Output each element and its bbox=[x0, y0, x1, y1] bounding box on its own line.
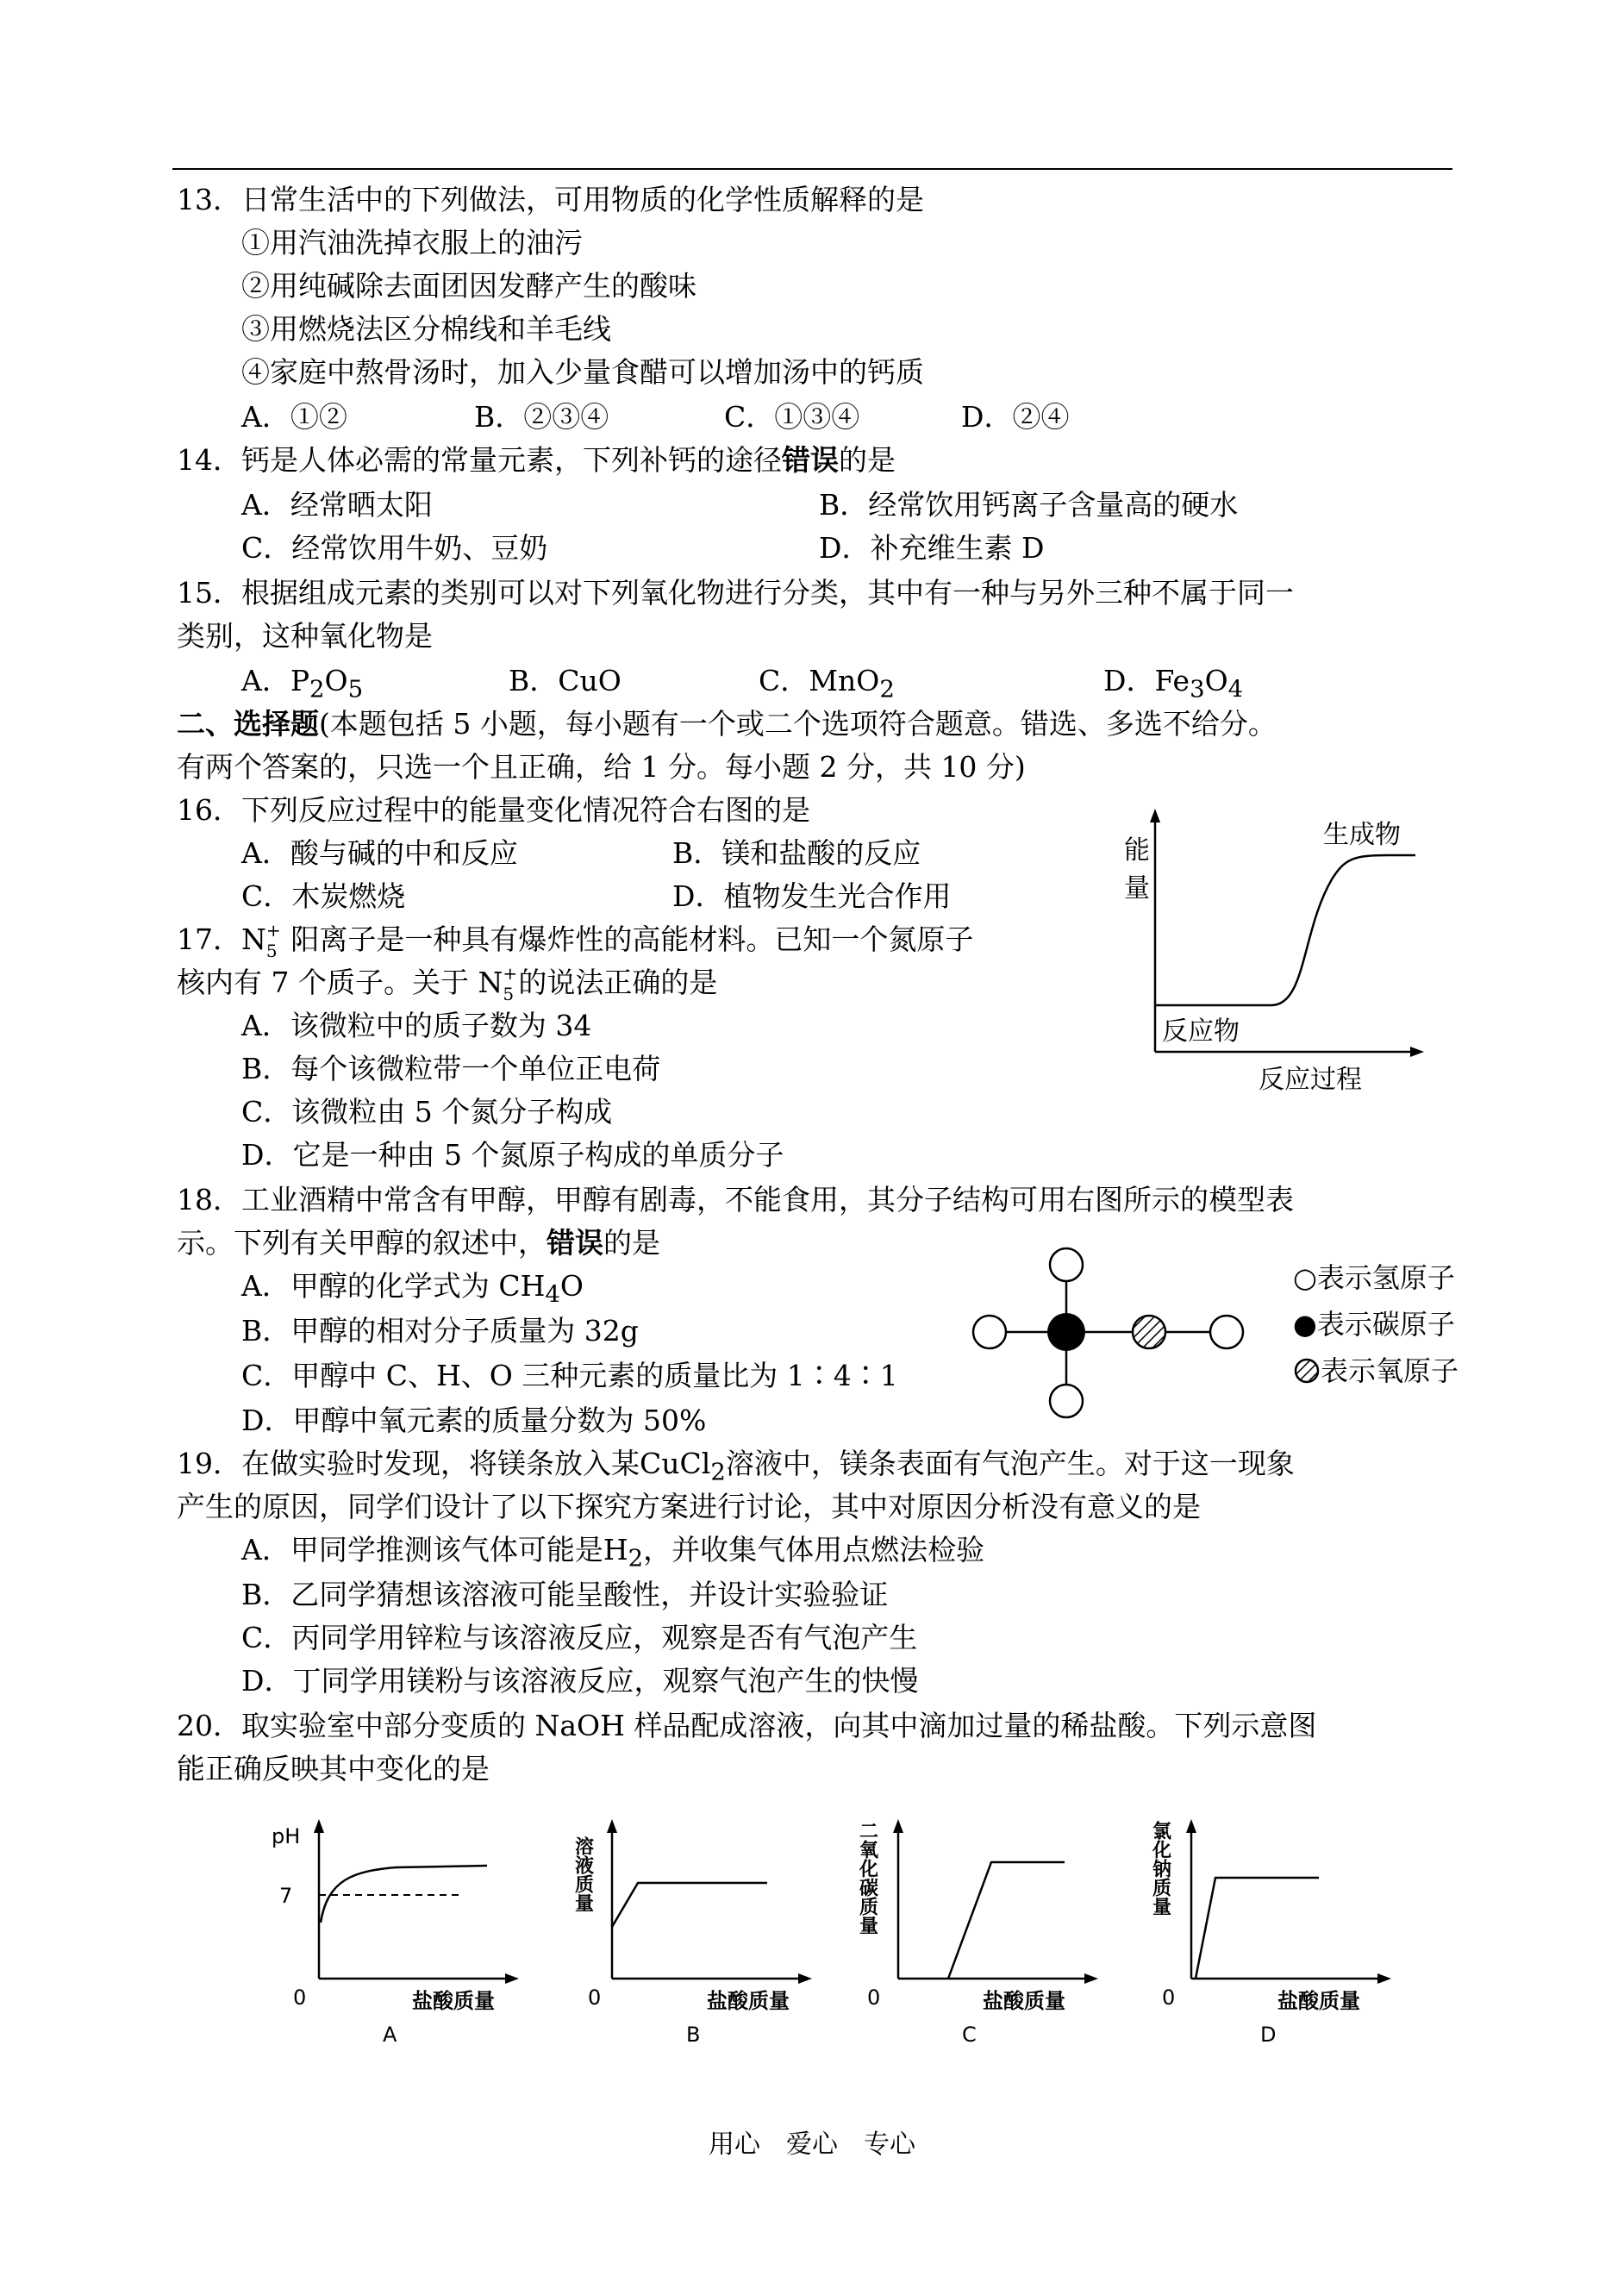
q20-line1: 20．取实验室中部分变质的 NaOH 样品配成溶液，向其中滴加过量的稀盐酸。下列示意图 bbox=[177, 1709, 1317, 1742]
graph-b bbox=[569, 1810, 828, 2047]
hydrogen-atom-left bbox=[973, 1316, 1006, 1348]
hatched-circle-icon bbox=[1293, 1357, 1321, 1385]
svg-text:二氧化碳质量: 二氧化碳质量 bbox=[856, 1821, 878, 1935]
graph-c-x-arrow bbox=[1084, 1973, 1098, 1984]
svg-text:溶液质量: 溶液质量 bbox=[572, 1836, 594, 1912]
hydrogen-atom-bottom bbox=[1050, 1385, 1083, 1417]
graph-a-x-arrow bbox=[505, 1973, 519, 1984]
graph-d-line bbox=[1196, 1878, 1319, 1979]
q14-emphasis: 错误 bbox=[782, 443, 839, 477]
q19-option-b: B．乙同学猜想该溶液可能呈酸性，并设计实验验证 bbox=[241, 1578, 889, 1611]
svg-text:氯化钠质量: 氯化钠质量 bbox=[1149, 1821, 1171, 1916]
q17-option-d: D．它是一种由 5 个氮原子构成的单质分子 bbox=[241, 1138, 784, 1172]
legend-carbon: ●表示碳原子 bbox=[1293, 1308, 1455, 1341]
q16-option-a: A．酸与碱的中和反应 bbox=[241, 836, 518, 870]
page-footer: 用心 爱心 专心 bbox=[709, 2129, 915, 2160]
graph-b-line bbox=[612, 1883, 767, 1927]
energy-ylabel-1: 能 bbox=[1124, 835, 1150, 866]
graph-a-tick-7: 7 bbox=[279, 1884, 293, 1908]
graph-b-xlabel: 盐酸质量 bbox=[707, 1989, 790, 2013]
q14-option-d: D．补充维生素 D bbox=[819, 531, 1045, 565]
graph-d-caption: D bbox=[1260, 2023, 1277, 2047]
q15-line2: 类别，这种氧化物是 bbox=[177, 619, 433, 653]
q13-item-4: ④家庭中熬骨汤时，加入少量食醋可以增加汤中的钙质 bbox=[241, 355, 924, 389]
graph-a-ylabel: pH bbox=[272, 1824, 301, 1848]
q13-stem: 13．日常生活中的下列做法，可用物质的化学性质解释的是 bbox=[177, 183, 924, 216]
q15-option-d: D．$Fe_3O_4$ bbox=[1103, 664, 1244, 704]
q17-line1: 17．N + 5 阳离子是一种具有爆炸性的高能材料。已知一个氮原子 bbox=[177, 920, 974, 961]
q14-stem: 14．钙是人体必需的常量元素，下列补钙的途径错误的是 bbox=[177, 443, 896, 477]
graph-d-x-arrow bbox=[1377, 1973, 1391, 1984]
methanol-model bbox=[965, 1241, 1259, 1431]
oxygen-atom bbox=[1133, 1316, 1165, 1348]
graph-d-y-arrow bbox=[1186, 1819, 1196, 1833]
q17-option-a: A．该微粒中的质子数为 34 bbox=[241, 1009, 592, 1042]
legend-hydrogen: ○表示氢原子 bbox=[1293, 1261, 1455, 1294]
q18-option-a: A．甲醇的化学式为 $CH_4O$ bbox=[241, 1269, 584, 1309]
graph-c bbox=[853, 1810, 1112, 2047]
q14-option-a: A．经常晒太阳 bbox=[241, 488, 433, 522]
graph-d-origin: 0 bbox=[1162, 1985, 1176, 2010]
q19-option-d: D．丁同学用镁粉与该溶液反应，观察气泡产生的快慢 bbox=[241, 1664, 919, 1698]
graph-c-y-arrow bbox=[893, 1819, 903, 1833]
energy-curve bbox=[1155, 855, 1415, 1005]
graph-a-xlabel: 盐酸质量 bbox=[412, 1989, 495, 2013]
energy-product-label: 生成物 bbox=[1323, 820, 1401, 850]
graph-c-xlabel: 盐酸质量 bbox=[983, 1989, 1065, 2013]
graph-b-x-arrow bbox=[798, 1973, 812, 1984]
header-rule bbox=[172, 168, 1452, 170]
section2-desc2: 有两个答案的，只选一个且正确，给 1 分。每小题 2 分，共 10 分) bbox=[177, 750, 1026, 784]
q19-option-a: A．甲同学推测该气体可能是$H_2$，并收集气体用点燃法检验 bbox=[241, 1533, 985, 1573]
q15-option-c: C．MnO$_2$ bbox=[759, 664, 895, 704]
hydrogen-atom-top bbox=[1050, 1248, 1083, 1281]
q16-stem: 16．下列反应过程中的能量变化情况符合右图的是 bbox=[177, 793, 810, 827]
energy-y-arrow bbox=[1150, 809, 1160, 822]
q13-option-a: A．①② bbox=[241, 400, 347, 434]
q13-item-2: ②用纯碱除去面团因发酵产生的酸味 bbox=[241, 269, 696, 303]
graph-a-caption: A bbox=[383, 2023, 397, 2047]
q16-option-c: C．木炭燃烧 bbox=[241, 879, 406, 913]
q13-option-b: B．②③④ bbox=[474, 400, 609, 434]
q15-option-a: A．$P_2O_5$ bbox=[241, 664, 364, 704]
q17-option-c: C．该微粒由 5 个氮分子构成 bbox=[241, 1095, 613, 1129]
q15-line1: 15．根据组成元素的类别可以对下列氧化物进行分类，其中有一种与另外三种不属于同一 bbox=[177, 576, 1294, 610]
energy-x-arrow bbox=[1410, 1047, 1424, 1057]
graph-a bbox=[267, 1810, 526, 2047]
graph-b-origin: 0 bbox=[588, 1985, 602, 2010]
graph-c-origin: 0 bbox=[867, 1985, 881, 2010]
graph-b-ylabel bbox=[572, 1835, 594, 1912]
q15-option-b: B．CuO bbox=[509, 664, 621, 697]
energy-ylabel-2: 量 bbox=[1124, 873, 1150, 904]
q13-option-d: D．②④ bbox=[961, 400, 1070, 434]
q16-option-d: D．植物发生光合作用 bbox=[672, 879, 952, 913]
q18-line2: 示。下列有关甲醇的叙述中，错误的是 bbox=[177, 1226, 660, 1260]
section2-title: 二、选择题 bbox=[177, 707, 319, 741]
graph-c-caption: C bbox=[962, 2023, 977, 2047]
graph-d-ylabel bbox=[1150, 1820, 1172, 1916]
q18-line1: 18．工业酒精中常含有甲醇，甲醇有剧毒，不能食用，其分子结构可用右图所示的模型表 bbox=[177, 1183, 1294, 1216]
q18-emphasis: 错误 bbox=[547, 1226, 603, 1260]
energy-diagram bbox=[1112, 802, 1440, 1095]
graph-a-origin: 0 bbox=[293, 1985, 307, 2010]
carbon-atom bbox=[1047, 1313, 1085, 1351]
q14-option-b: B．经常饮用钙离子含量高的硬水 bbox=[819, 488, 1239, 522]
q13-item-1: ①用汽油洗掉衣服上的油污 bbox=[241, 226, 583, 260]
graph-d-xlabel: 盐酸质量 bbox=[1277, 1989, 1360, 2013]
q18-option-c: C．甲醇中 C、H、O 三种元素的质量比为 1∶4∶1 bbox=[241, 1359, 898, 1392]
q13-option-c: C．①③④ bbox=[724, 400, 860, 434]
graph-a-y-arrow bbox=[314, 1819, 324, 1833]
q13-item-3: ③用燃烧法区分棉线和羊毛线 bbox=[241, 312, 611, 346]
legend-oxygen: 表示氧原子 bbox=[1293, 1354, 1458, 1388]
q16-option-b: B．镁和盐酸的反应 bbox=[672, 836, 921, 870]
q17-option-b: B．每个该微粒带一个单位正电荷 bbox=[241, 1052, 661, 1085]
energy-x-label: 反应过程 bbox=[1259, 1065, 1362, 1095]
q17-line2: 核内有 7 个质子。关于 N + 5 的说法正确的是 bbox=[177, 963, 718, 1004]
graph-b-caption: B bbox=[686, 2023, 701, 2047]
q19-line2: 产生的原因，同学们设计了以下探究方案进行讨论，其中对原因分析没有意义的是 bbox=[177, 1490, 1201, 1523]
q14-option-c: C．经常饮用牛奶、豆奶 bbox=[241, 531, 548, 565]
graph-c-ylabel bbox=[857, 1821, 879, 1935]
graph-b-y-arrow bbox=[607, 1819, 617, 1833]
q19-option-c: C．丙同学用锌粒与该溶液反应，观察是否有气泡产生 bbox=[241, 1621, 918, 1654]
q19-line1: 19．在做实验时发现，将镁条放入某CuCl$_2$溶液中，镁条表面有气泡产生。对于这一现象 bbox=[177, 1447, 1295, 1486]
q18-option-d: D．甲醇中氧元素的质量分数为 50% bbox=[241, 1404, 707, 1437]
hydrogen-atom-right bbox=[1210, 1316, 1243, 1348]
graph-c-line bbox=[948, 1862, 1065, 1979]
section2-header: 二、选择题(本题包括 5 小题，每小题有一个或二个选项符合题意。错选、多选不给分。 bbox=[177, 707, 1277, 741]
q20-line2: 能正确反映其中变化的是 bbox=[177, 1752, 490, 1785]
q18-option-b: B．甲醇的相对分子质量为 32g bbox=[241, 1314, 639, 1348]
graph-d bbox=[1146, 1810, 1405, 2047]
energy-reactant-label: 反应物 bbox=[1162, 1016, 1240, 1047]
